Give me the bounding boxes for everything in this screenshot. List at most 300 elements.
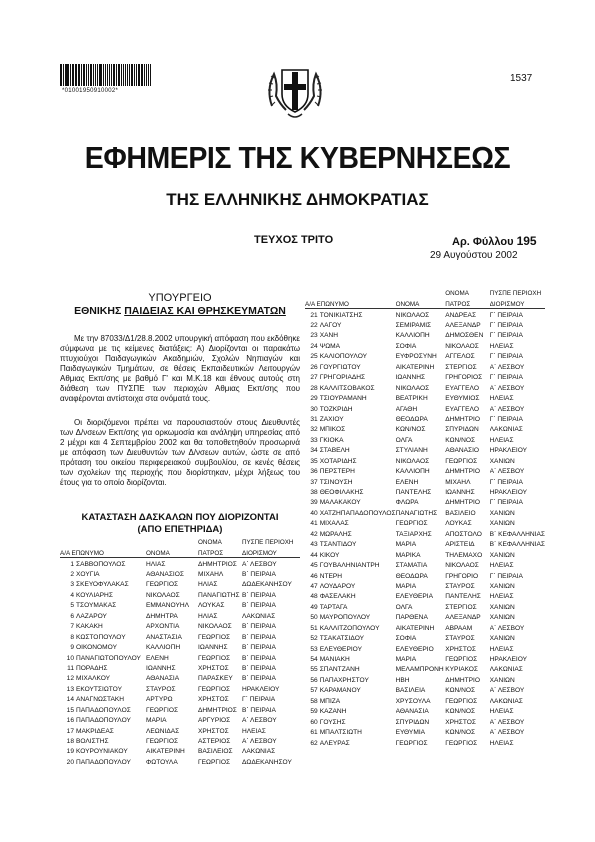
- appointment-area: ΛΑΚΩΝΙΑΣ: [489, 666, 523, 674]
- ministry-line-1: ΥΠΟΥΡΓΕΙΟ: [148, 292, 212, 304]
- table-row: [305, 373, 545, 383]
- first-name: ΠΑΝΤΕΛΗΣ: [395, 489, 432, 497]
- first-name: ΑΘΑΝΑΣΙΑ: [146, 675, 180, 683]
- first-name: ΔΗΜΗΤΡΑ: [146, 612, 178, 620]
- ministry-line-2: [60, 305, 300, 317]
- row-number: 47: [310, 582, 318, 590]
- surname: ΓΟΥΡΓΙΩΤΟΥ: [319, 363, 361, 371]
- appointment-area: Β΄ ΚΕΦΑΛΛΗΝΙΑΣ: [489, 530, 545, 538]
- row-number: 9: [70, 644, 74, 652]
- table-row: [305, 435, 545, 445]
- first-name: ΑΝΑΣΤΑΣΙΑ: [146, 633, 182, 641]
- appointment-area: Β΄ ΠΕΙΡΑΙΑ: [242, 633, 276, 641]
- father-name: ΔΗΜΗΤΡΙΟ: [445, 676, 480, 684]
- surname: ΠΕΡΣΤΕΡΗ: [319, 468, 355, 476]
- first-name: ΣΟΦΙΑ: [395, 635, 417, 643]
- table-row: [305, 644, 545, 654]
- appointment-area: Α΄ ΛΕΣΒΟΥ: [242, 717, 277, 725]
- first-name: ΚΑΛΛΙΟΠΗ: [395, 332, 430, 340]
- surname: ΓΚΙΟΚΑ: [319, 436, 344, 444]
- first-name: ΕΥΦΡΟΣΥΝΗ: [395, 353, 437, 361]
- surname: ΜΙΧΑΛΑΣ: [319, 520, 349, 528]
- father-name: ΧΡΗΣΤΟΣ: [445, 645, 476, 653]
- first-name: ΑΘΑΝΑΣΙΑ: [395, 708, 429, 716]
- row-number: 26: [310, 363, 318, 371]
- table-row: [305, 352, 545, 362]
- father-name: ΚΩΝ/ΝΟΣ: [445, 436, 476, 444]
- father-name: ΣΤΑΥΡΟΣ: [445, 582, 475, 590]
- surname: ΘΕΟΦΙΛΑΚΗΣ: [319, 489, 364, 497]
- appointment-area: ΧΑΝΙΩΝ: [489, 551, 515, 559]
- first-name: ΝΙΚΟΛΑΟΣ: [395, 457, 430, 465]
- surname: ΑΛΕΥΡΑΣ: [319, 739, 350, 747]
- appointment-area: ΗΛΕΙΑΣ: [489, 562, 514, 570]
- first-name: ΑΓΑΘΗ: [395, 405, 418, 413]
- table-row: [305, 310, 545, 320]
- first-name: ΙΩΑΝΝΗΣ: [146, 664, 176, 672]
- appointment-area: ΧΑΝΙΩΝ: [489, 582, 515, 590]
- greek-coat-of-arms-icon: [262, 60, 328, 124]
- sheet-number: 195: [516, 234, 537, 248]
- appointment-area: Γ΄ ΠΕΙΡΑΙΑ: [489, 374, 523, 382]
- appointment-area: Β΄ ΠΕΙΡΑΙΑ: [242, 654, 276, 662]
- header-father-name-2: ΠΑΤΡΟΣ: [445, 300, 471, 308]
- first-name: ΑΘΑΝΑΣΙΟΣ: [146, 571, 184, 579]
- father-name: ΝΙΚΟΛΑΟΣ: [198, 623, 232, 631]
- father-name: ΠΑΡΑΣΚΕΥ: [198, 675, 233, 683]
- gazette-subtitle: ΤΗΣ ΕΛΛΗΝΙΚΗΣ ΔΗΜΟΚΡΑΤΙΑΣ: [166, 190, 429, 209]
- first-name: ΟΛΓΑ: [395, 603, 413, 611]
- row-number: 57: [310, 687, 318, 695]
- first-name: ΘΕΟΔΩΡΑ: [395, 415, 428, 423]
- row-number: 50: [310, 614, 318, 622]
- decision-paragraph-1: Με την 87033/Δ1/28.8.2002 υπουργική απόφαση που εκδόθηκε σύμφωνα με τις κείμενες διατάξεις: Α) Διορίζονται οι παρακάτω πτυχιούχοι Παιδαγωγικών Ακαδημιών, Σχολών Νηπιαγών και Παιδαγωγικών Τμημάτων, σε θέσεις Εκπαιδευτικών Λειτουργών Αθμιας Εκπ/σης με βαθμό Γ' και Μ.Κ.18 και έθνους αυτούς στη διάθεση των ΠΥΣΠΕ των περιοχών Αθμιας Εκπ/σης που αναφέρονται αντίστοιχα στα ονόματά τους.: [60, 334, 300, 403]
- row-number: 60: [310, 718, 318, 726]
- table-row: [305, 571, 545, 581]
- row-number: 29: [310, 395, 318, 403]
- surname: ΚΟΥΡΟΥΝΙΑΚΟΥ: [76, 748, 128, 756]
- surname: ΤΑΡΤΑΓΑ: [319, 603, 348, 611]
- appointment-area: Α΄ ΛΕΣΒΟΥ: [489, 363, 525, 371]
- row-number: 31: [310, 415, 318, 423]
- appointment-area: Α΄ ΛΕΣΒΟΥ: [489, 468, 525, 476]
- father-name: ΝΙΚΟΛΑΟΣ: [445, 562, 479, 570]
- father-name: ΜΙΧΑΗΛ: [198, 571, 224, 579]
- row-number: 4: [70, 591, 74, 599]
- first-name: ΦΛΩΡΑ: [395, 499, 419, 507]
- first-name: ΣΕΜΙΡΑΜΙΣ: [395, 322, 432, 330]
- row-number: 62: [310, 739, 318, 747]
- row-number: 32: [310, 426, 318, 434]
- row-number: 45: [310, 562, 318, 570]
- surname: ΣΚΕΥΟΦΥΛΑΚΑΣ: [76, 581, 129, 589]
- table-row: [305, 477, 545, 487]
- surname: ΚΟΥΛΙΑΡΗΣ: [76, 591, 113, 599]
- father-name: ΕΥΑΓΓΕΛΟ: [445, 384, 479, 392]
- row-number: 5: [70, 602, 74, 610]
- surname: ΜΠΙΖΑ: [319, 697, 341, 705]
- father-name: ΛΟΥΚΑΣ: [198, 602, 225, 610]
- father-name: ΚΩΝ/ΝΟΣ: [445, 687, 476, 695]
- header-first-name: ΟΝΟΜΑ: [395, 300, 420, 308]
- father-name: ΑΝΔΡΕΑΣ: [445, 311, 477, 319]
- surname: ΠΑΠΑΔΟΠΟΥΛΟΥ: [76, 758, 131, 766]
- first-name: ΘΕΟΔΩΡΑ: [395, 572, 428, 580]
- surname: ΜΠΑΛΤΣΙΩΤΗ: [319, 729, 362, 737]
- table-row: [305, 498, 545, 508]
- row-number: 40: [310, 509, 318, 517]
- father-name: ΣΠΥΡΙΔΩΝ: [445, 426, 479, 434]
- surname: ΜΑΛΑΚΑΚΟΥ: [319, 499, 361, 507]
- surname: ΛΑΓΟΥ: [319, 322, 342, 330]
- surname: ΠΟΡΑΔΗΣ: [76, 664, 108, 672]
- sheet-label: Αρ. Φύλλου: [452, 236, 514, 248]
- table-row: [60, 663, 300, 673]
- table-row: [305, 446, 545, 456]
- first-name: ΜΑΡΙΑ: [395, 656, 417, 664]
- table-row: [305, 602, 545, 612]
- appointment-area: ΧΑΝΙΩΝ: [489, 520, 515, 528]
- row-number: 21: [310, 311, 318, 319]
- appointment-area: ΗΛΕΙΑΣ: [489, 593, 514, 601]
- issue-date: 29 Αυγούστου 2002: [430, 250, 518, 261]
- issue-type: ΤΕΥΧΟΣ ΤΡΙΤΟ: [254, 234, 334, 246]
- barcode: [60, 64, 152, 86]
- first-name: ΜΑΡΙΑ: [146, 717, 167, 725]
- header-area-2: ΔΙΟΡΙΣΜΟΥ: [489, 300, 525, 308]
- decision-paragraph-2: Οι διοριζόμενοι πρέπει να παρουσιαστούν στους Διευθυντές των Δ/νσεων Εκπ/σης για ορκωμοσία και ανάληψη υπηρεσίας από 2 μέχρι και 4 Σεπτεμβρίου 2002 και θα τοποθετηθούν προσωρινά με απόφαση των Διευθυντών των Δ/νσεων αυτών, ώστε σε από πρόταση του οικείου περιφερειακού συμβουλίου, σε κενές θέσεις των σχολείων της περιοχής που διορίστηκαν, μέχρι λήξεως του έτους για το οποίο διορίζονται.: [60, 418, 300, 487]
- surname: ΧΑΤΖΗΠΑΠΑΔΟΠΟΥΛΟΣ: [319, 509, 396, 517]
- father-name: ΓΕΩΡΓΙΟΣ: [198, 758, 231, 766]
- surname: ΧΟΤΑΡΙΔΗΣ: [319, 457, 357, 465]
- table-row: [305, 425, 545, 435]
- table-row: [305, 466, 545, 476]
- appointment-area: ΗΛΕΙΑΣ: [489, 395, 514, 403]
- table-row: [60, 715, 300, 725]
- first-name: ΣΟΦΙΑ: [395, 342, 417, 350]
- father-name: ΑΓΓΕΛΟΣ: [445, 353, 475, 361]
- father-name: ΕΥΘΥΜΙΟΣ: [445, 395, 480, 403]
- first-name: ΜΑΡΙΚΑ: [395, 551, 421, 559]
- first-name: ΓΕΩΡΓΙΟΣ: [146, 581, 179, 589]
- surname: ΜΑΚΡΙΔΕΑΣ: [76, 727, 114, 735]
- father-name: ΚΩΝ/ΝΟΣ: [445, 708, 476, 716]
- first-name: ΝΙΚΟΛΑΟΣ: [146, 591, 180, 599]
- surname: ΕΚΟΥΤΣΙΩΤΟΥ: [76, 685, 122, 693]
- surname: ΛΑΖΑΡΟΥ: [76, 612, 107, 620]
- row-number: 3: [70, 581, 74, 589]
- father-name: ΗΛΙΑΣ: [198, 581, 218, 589]
- father-name: ΑΠΟΣΤΟΛΟ: [445, 530, 482, 538]
- surname: ΛΟΥΔΑΡΟΥ: [319, 582, 356, 590]
- father-name: ΣΤΑΥΡΟΣ: [445, 635, 475, 643]
- surname: ΓΡΗΓΟΡΙΑΔΗΣ: [319, 374, 366, 382]
- surname: ΤΣΑΝΤΙΔΟΥ: [319, 541, 357, 549]
- first-name: ΛΕΩΝΙΔΑΣ: [146, 727, 180, 735]
- surname: ΣΠΑΝΤΖΑΝΗ: [319, 666, 360, 674]
- table-row: [305, 529, 545, 539]
- appointment-area: Α΄ ΛΕΣΒΟΥ: [489, 718, 525, 726]
- father-name: ΚΥΡΙΑΚΟΣ: [445, 666, 479, 674]
- row-number: 37: [310, 478, 318, 486]
- table-row: [305, 560, 545, 570]
- row-number: 36: [310, 468, 318, 476]
- table-row: [60, 611, 300, 621]
- father-name: ΙΩΑΝΝΗΣ: [198, 644, 228, 652]
- row-number: 33: [310, 436, 318, 444]
- row-number: 52: [310, 635, 318, 643]
- surname: ΜΑΝΙΑΚΗ: [319, 656, 350, 664]
- table-row: [305, 707, 545, 717]
- first-name: ΧΡΥΣΟΥΛΑ: [395, 697, 431, 705]
- first-name: ΟΛΓΑ: [395, 436, 413, 444]
- appointment-area: Γ΄ ΠΕΙΡΑΙΑ: [489, 332, 523, 340]
- row-number: 24: [310, 342, 318, 350]
- row-number: 34: [310, 447, 318, 455]
- appointment-area: Α΄ ΛΕΣΒΟΥ: [489, 729, 525, 737]
- first-name: ΜΕΛΑΜΠΡΟΝΗ: [395, 666, 444, 674]
- father-name: ΑΛΕΞΑΝΔΡ: [445, 322, 481, 330]
- row-number: 7: [70, 623, 74, 631]
- row-number: 16: [66, 717, 74, 725]
- table-row: [305, 487, 545, 497]
- header-father-name-2: ΠΑΤΡΟΣ: [198, 549, 224, 557]
- table-row: [305, 613, 545, 623]
- father-name: ΓΕΩΡΓΙΟΣ: [445, 697, 478, 705]
- appointment-area: Α΄ ΛΕΣΒΟΥ: [242, 738, 277, 746]
- appointment-area: Α΄ ΛΕΣΒΟΥ: [489, 624, 525, 632]
- father-name: ΠΑΝΑΓΙΩΤΗΣ: [198, 591, 240, 599]
- appointment-area: Β΄ ΠΕΙΡΑΙΑ: [242, 571, 276, 579]
- surname: ΠΑΝΑΓΙΩΤΟΠΟΥΛΟΥ: [76, 654, 141, 662]
- table-row: [305, 623, 545, 633]
- sheet-number-line: [452, 234, 537, 248]
- row-number: 30: [310, 405, 318, 413]
- first-name: ΓΕΩΡΓΙΟΣ: [146, 738, 179, 746]
- table-row: [305, 592, 545, 602]
- row-number: 41: [310, 520, 318, 528]
- table-row: [60, 622, 300, 632]
- surname: ΧΑΝΗ: [319, 332, 339, 340]
- father-name: ΑΛΕΞΑΝΔΡ: [445, 614, 481, 622]
- table-row: [305, 686, 545, 696]
- row-number: 12: [66, 675, 74, 683]
- table-row: [305, 654, 545, 664]
- appointment-area: Γ΄ ΠΕΙΡΑΙΑ: [489, 415, 523, 423]
- father-name: ΓΡΗΓΟΡΙΟΣ: [445, 374, 483, 382]
- first-name: ΣΠΥΡΙΔΩΝ: [395, 718, 430, 726]
- first-name: ΓΕΩΡΓΙΟΣ: [395, 739, 428, 747]
- row-number: 35: [310, 457, 318, 465]
- appointment-area: Γ΄ ΠΕΙΡΑΙΑ: [489, 322, 523, 330]
- table-row: [305, 717, 545, 727]
- appointees-table-left: [60, 538, 300, 768]
- appointment-area: Γ΄ ΠΕΙΡΑΙΑ: [242, 696, 276, 704]
- surname: ΜΑΥΡΟΠΟΥΛΟΥ: [319, 614, 371, 622]
- row-number: 18: [66, 738, 74, 746]
- appointment-area: ΛΑΚΩΝΙΑΣ: [489, 426, 523, 434]
- surname: ΠΑΠΑΔΟΠΟΥΛΟΥ: [76, 717, 131, 725]
- table-row: [60, 705, 300, 715]
- surname: ΚΑΛΙΟΠΟΥΛΟΥ: [319, 353, 368, 361]
- father-name: ΙΩΑΝΝΗΣ: [445, 489, 475, 497]
- header-aa-surname: Α/Α ΕΠΩΝΥΜΟ: [60, 549, 104, 557]
- surname: ΤΣΑΚΑΤΣΙΔΟΥ: [319, 635, 365, 643]
- father-name: ΛΟΥΚΑΣ: [445, 520, 472, 528]
- table-title: [60, 512, 300, 536]
- row-number: 22: [310, 322, 318, 330]
- first-name: ΑΡΧΟΝΤΙΑ: [146, 623, 180, 631]
- surname: ΧΟΥΓΙΑ: [76, 571, 100, 579]
- row-number: 23: [310, 332, 318, 340]
- appointment-area: Γ΄ ΠΕΙΡΑΙΑ: [489, 572, 523, 580]
- father-name: ΑΡΙΣΤΕΙΔ: [445, 541, 475, 549]
- row-number: 25: [310, 353, 318, 361]
- table-row: [305, 665, 545, 675]
- surname: ΖΑΧΙΟΥ: [319, 415, 344, 423]
- table-row: [305, 550, 545, 560]
- first-name: ΠΑΝΑΓΙΩΤΗΣ: [395, 509, 438, 517]
- first-name: ΒΕΑΤΡΙΚΗ: [395, 395, 428, 403]
- first-name: ΕΛΕΥΘΕΡΙΟ: [395, 645, 434, 653]
- surname: ΚΑΡΑΜΑΝΟΥ: [319, 687, 361, 695]
- appointment-area: ΛΑΚΩΝΙΑΣ: [242, 748, 276, 756]
- surname: ΨΩΜΑ: [319, 342, 341, 350]
- father-name: ΚΩΝ/ΝΟΣ: [445, 729, 476, 737]
- first-name: ΑΙΚΑΤΕΡΙΝΗ: [146, 748, 185, 756]
- barcode-number: *01001950910002*: [62, 88, 119, 94]
- appointment-area: Β΄ ΠΕΙΡΑΙΑ: [242, 591, 276, 599]
- father-name: ΔΗΜΗΤΡΙΟ: [445, 499, 480, 507]
- table-row: [305, 362, 545, 372]
- row-number: 38: [310, 489, 318, 497]
- father-name: ΝΙΚΟΛΑΟΣ: [445, 342, 479, 350]
- row-number: 14: [66, 696, 74, 704]
- header-area-2: ΔΙΟΡΙΣΜΟΥ: [242, 549, 277, 557]
- surname: ΣΑΒΒΟΠΟΥΛΟΣ: [76, 560, 126, 568]
- father-name: ΤΗΛΕΜΑΧΟ: [445, 551, 483, 559]
- appointment-area: Β΄ ΠΕΙΡΑΙΑ: [242, 602, 276, 610]
- father-name: ΔΗΜΗΤΡΙΟ: [445, 468, 480, 476]
- first-name: ΗΒΗ: [395, 676, 410, 684]
- appointment-area: Β΄ ΠΕΙΡΑΙΑ: [242, 644, 276, 652]
- father-name: ΧΡΗΣΤΟΣ: [198, 664, 229, 672]
- father-name: ΧΡΗΣΤΟΣ: [445, 718, 476, 726]
- appointment-area: Β΄ ΚΕΦΑΛΛΗΝΙΑΣ: [489, 541, 545, 549]
- surname: ΠΑΠΑΔΟΠΟΥΛΟΣ: [76, 706, 131, 714]
- table-row: [60, 736, 300, 746]
- appointment-area: ΗΛΕΙΑΣ: [489, 342, 514, 350]
- table-row: [305, 341, 545, 351]
- father-name: ΧΡΗΣΤΟΣ: [198, 727, 229, 735]
- row-number: 17: [66, 727, 74, 735]
- table-row: [60, 653, 300, 663]
- father-name: ΣΤΕΡΓΙΟΣ: [445, 603, 477, 611]
- first-name: ΕΛΕΥΘΕΡΙΑ: [395, 593, 433, 601]
- table-row: [305, 738, 545, 748]
- father-name: ΔΗΜΟΣΘΕΝ: [445, 332, 484, 340]
- appointment-area: Β΄ ΠΕΙΡΑΙΑ: [242, 706, 276, 714]
- table-row: [305, 414, 545, 424]
- father-name: ΣΤΕΡΓΙΟΣ: [445, 363, 477, 371]
- table-row: [60, 757, 300, 767]
- header-father-name-1: ΟΝΟΜΑ: [198, 539, 222, 547]
- father-name: ΗΛΙΑΣ: [198, 612, 218, 620]
- row-number: 46: [310, 572, 318, 580]
- first-name: ΕΛΕΝΗ: [146, 654, 169, 662]
- surname: ΠΑΠΑΧΡΗΣΤΟΥ: [319, 676, 369, 684]
- first-name: ΝΙΚΟΛΑΟΣ: [395, 384, 430, 392]
- first-name: ΜΑΡΙΑ: [395, 541, 417, 549]
- table-row: [305, 393, 545, 403]
- surname: ΓΟΥΣΗΣ: [319, 718, 346, 726]
- surname: ΜΠΙΚΟΣ: [319, 426, 346, 434]
- appointment-area: ΗΡΑΚΛΕΙΟΥ: [489, 656, 528, 664]
- table-row: [60, 726, 300, 736]
- first-name: ΣΤΑΥΡΟΣ: [146, 685, 176, 693]
- appointment-area: ΧΑΝΙΩΝ: [489, 614, 515, 622]
- first-name: ΙΩΑΝΝΗΣ: [395, 374, 426, 382]
- first-name: ΕΛΕΝΗ: [395, 478, 419, 486]
- surname: ΤΟΖΚΡΙΔΗ: [319, 405, 353, 413]
- father-name: ΓΡΗΓΟΡΙΟ: [445, 572, 479, 580]
- row-number: 49: [310, 603, 318, 611]
- table-title-line-1: ΚΑΤΑΣΤΑΣΗ ΔΑΣΚΑΛΩΝ ΠΟΥ ΔΙΟΡΙΖΟΝΤΑΙ: [81, 512, 279, 523]
- first-name: ΚΩΝ/ΝΟΣ: [395, 426, 426, 434]
- father-name: ΓΕΩΡΓΙΟΣ: [445, 739, 478, 747]
- surname: ΚΑΖΑΝΗ: [319, 708, 347, 716]
- surname: ΚΙΚΟΥ: [319, 551, 340, 559]
- table-row: [60, 642, 300, 652]
- surname: ΝΤΕΡΗ: [319, 572, 343, 580]
- header-aa-surname: Α/Α ΕΠΩΝΥΜΟ: [305, 300, 349, 308]
- table-row: [60, 747, 300, 757]
- table-row: [305, 320, 545, 330]
- father-name: ΓΕΩΡΓΙΟΣ: [445, 656, 478, 664]
- appointment-area: ΧΑΝΙΩΝ: [489, 635, 515, 643]
- appointment-area: ΗΛΕΙΑΣ: [489, 708, 514, 716]
- appointment-area: Α΄ ΛΕΣΒΟΥ: [242, 560, 277, 568]
- first-name: ΓΕΩΡΓΙΟΣ: [146, 706, 179, 714]
- surname: ΚΑΛΛΙΤΖΟΠΟΥΛΟΥ: [319, 624, 380, 632]
- first-name: ΣΤΑΜΑΤΙΑ: [395, 562, 428, 570]
- first-name: ΝΙΚΟΛΑΟΣ: [395, 311, 430, 319]
- table-row: [60, 674, 300, 684]
- first-name: ΤΑΞΙΑΡΧΗΣ: [395, 530, 432, 538]
- appointment-area: ΔΩΔΕΚΑΝΗΣΟΥ: [242, 581, 292, 589]
- appointment-area: Β΄ ΠΕΙΡΑΙΑ: [242, 623, 276, 631]
- row-number: 6: [70, 612, 74, 620]
- father-name: ΕΥΑΓΓΕΛΟ: [445, 405, 479, 413]
- appointment-area: ΛΑΚΩΝΙΑΣ: [489, 697, 523, 705]
- table-row: [305, 696, 545, 706]
- first-name: ΚΑΛΛΙΟΠΗ: [146, 644, 181, 652]
- appointment-area: Α΄ ΛΕΣΒΟΥ: [489, 687, 525, 695]
- row-number: 20: [66, 758, 74, 766]
- appointment-area: Β΄ ΠΕΙΡΑΙΑ: [242, 664, 276, 672]
- table-row: [60, 580, 300, 590]
- table-row: [305, 456, 545, 466]
- father-name: ΔΗΜΗΤΡΙΟΣ: [198, 560, 237, 568]
- first-name: ΑΙΚΑΤΕΡΙΝΗ: [395, 363, 435, 371]
- surname: ΕΛΕΥΘΕΡΙΟΥ: [319, 645, 362, 653]
- father-name: ΓΕΩΡΓΙΟΣ: [198, 633, 231, 641]
- father-name: ΧΡΗΣΤΟΣ: [198, 696, 229, 704]
- appointment-area: ΧΑΝΙΩΝ: [489, 457, 515, 465]
- surname: ΚΑΛΛΙΤΣΟΒΑΚΟΣ: [319, 384, 375, 392]
- table-header-rule-right: [305, 308, 545, 309]
- row-number: 51: [310, 624, 318, 632]
